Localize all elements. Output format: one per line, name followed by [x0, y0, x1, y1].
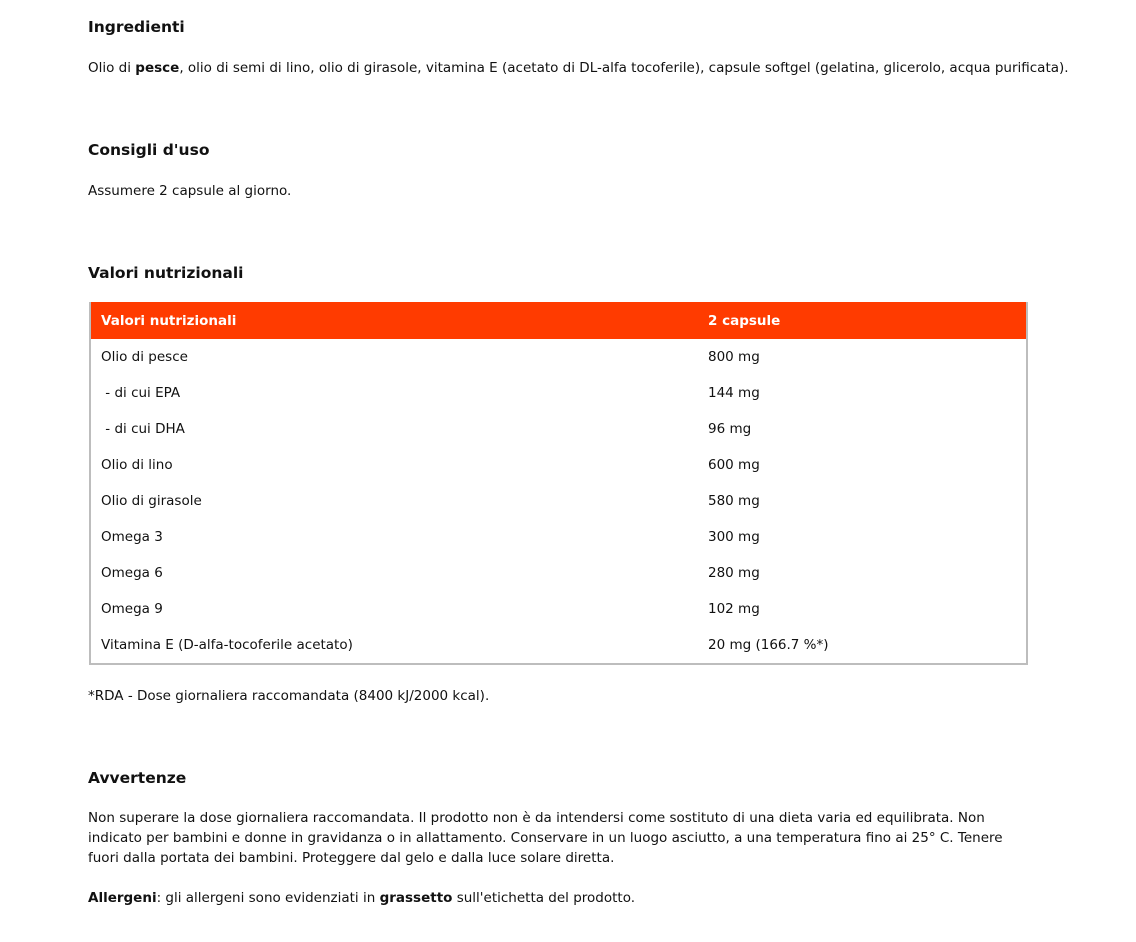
allergens-end: sull'etichetta del prodotto. — [452, 890, 636, 906]
nutrient-name: Olio di pesce — [101, 349, 188, 365]
usage-heading: Consigli d'uso — [88, 141, 210, 159]
table-row — [90, 447, 1027, 483]
nutrient-amount: 102 mg — [708, 601, 760, 617]
warnings-text: Non superare la dose giornaliera raccomandata. Il prodotto non è da intendersi come sostituto di una dieta varia ed equilibrata. Non indicato per bambini e donne in gravidanza o in allattamento. Conservare in un luogo asciutto, a una temperatura fino ai 25° C. Tenere fuori dalla portata dei bambini. Proteggere dal gelo e dalla luce solare diretta. — [88, 810, 1003, 866]
table-row — [90, 411, 1027, 447]
nutrient-name: - di cui DHA — [101, 421, 185, 437]
ingredients-heading: Ingredienti — [88, 18, 185, 36]
table-row — [90, 483, 1027, 519]
ingredients-text — [88, 58, 1069, 78]
nutrient-amount: 280 mg — [708, 565, 760, 581]
nutrient-name: - di cui EPA — [101, 385, 181, 401]
rda-footnote: *RDA - Dose giornaliera raccomandata (8400 kJ/2000 kcal). — [88, 688, 490, 704]
nutrient-name: Omega 9 — [101, 601, 163, 617]
nutrient-amount: 144 mg — [708, 385, 760, 401]
allergens-label: Allergeni — [88, 890, 157, 906]
allergens-mid: : gli allergeni sono evidenziati in — [156, 890, 380, 906]
ingredients-text-end: , olio di semi di lino, olio di girasole, vitamina E (acetato di DL-alfa tocoferile), capsule softgel (gelatina, glicerolo, acqua purificata). — [179, 60, 1069, 76]
allergens-text — [88, 888, 635, 908]
table-row — [90, 591, 1027, 627]
table-row — [90, 375, 1027, 411]
nutrient-amount: 580 mg — [708, 493, 760, 509]
table-row — [90, 519, 1027, 555]
nutrient-amount: 800 mg — [708, 349, 760, 365]
ingredients-text-start: Olio di — [88, 60, 136, 76]
table-row — [90, 627, 1027, 664]
nutrient-name: Omega 3 — [101, 529, 163, 545]
nutrient-amount: 600 mg — [708, 457, 760, 473]
ingredients-allergen-bold: pesce — [135, 60, 180, 76]
header-nutrient: Valori nutrizionali — [90, 302, 698, 339]
nutrition-heading: Valori nutrizionali — [88, 264, 244, 282]
nutrient-name: Vitamina E (D-alfa-tocoferile acetato) — [101, 637, 353, 653]
table-row — [90, 555, 1027, 591]
usage-text: Assumere 2 capsule al giorno. — [88, 183, 292, 199]
nutrient-amount: 20 mg (166.7 %*) — [708, 637, 829, 653]
nutrient-name: Olio di lino — [101, 457, 173, 473]
nutrient-name: Olio di girasole — [101, 493, 202, 509]
nutrition-table — [89, 302, 1028, 665]
nutrient-name: Omega 6 — [101, 565, 163, 581]
warnings-heading: Avvertenze — [88, 769, 187, 787]
header-amount: 2 capsule — [698, 302, 1027, 339]
nutrient-amount: 300 mg — [708, 529, 760, 545]
nutrition-table-header — [90, 302, 1027, 339]
table-row — [90, 339, 1027, 375]
allergens-bold-word: grassetto — [379, 890, 453, 906]
nutrient-amount: 96 mg — [708, 421, 752, 437]
